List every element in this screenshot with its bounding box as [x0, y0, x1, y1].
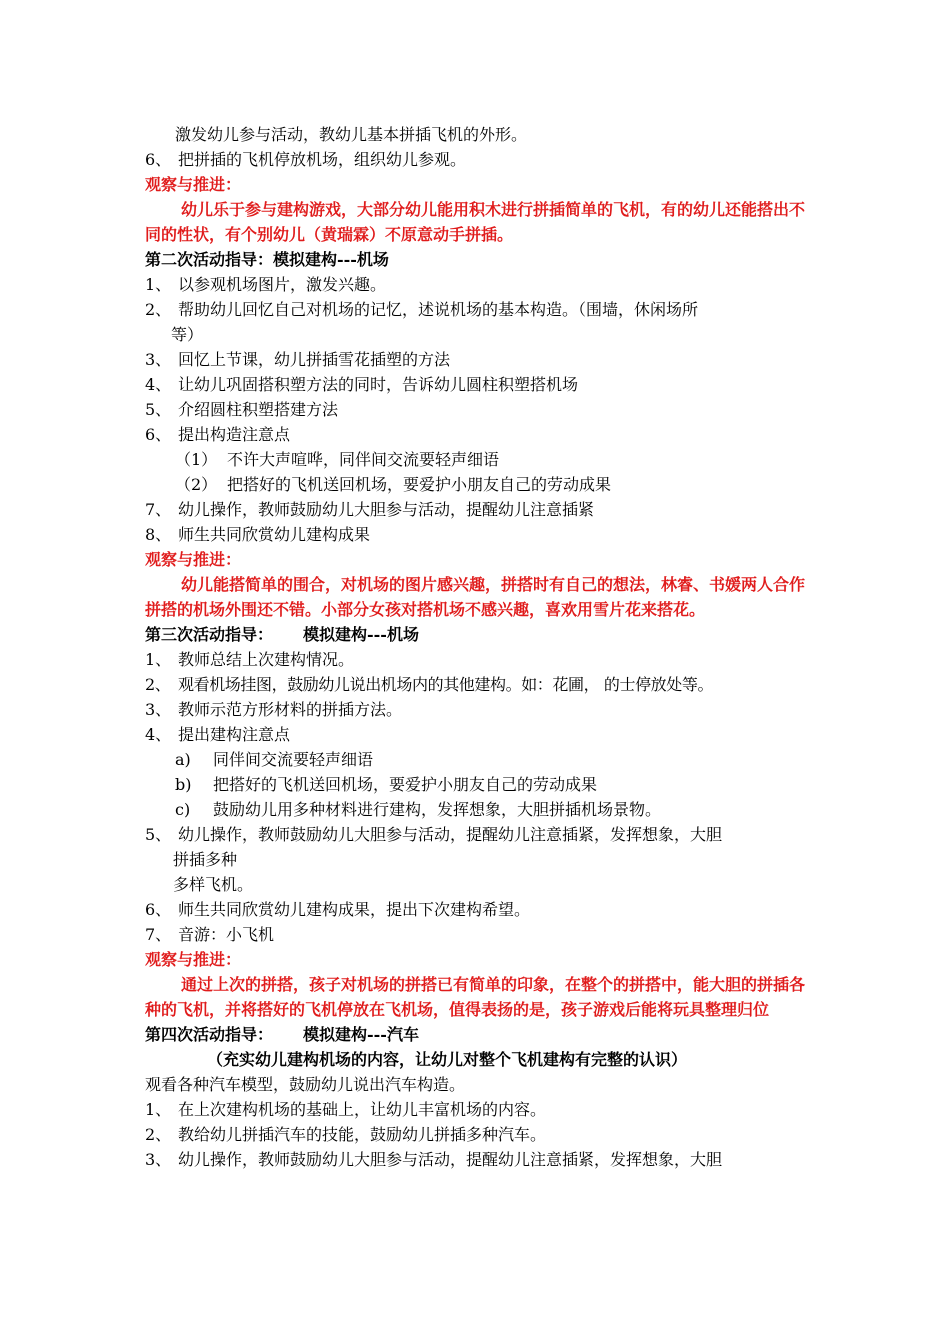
list-text: 教师示范方形材料的拼插方法。	[178, 700, 403, 719]
sub-list-text: 同伴间交流要轻声细语	[213, 750, 374, 769]
list-item	[145, 522, 815, 547]
section-heading	[145, 622, 815, 647]
list-number: 4、	[145, 375, 172, 394]
sub-list-marker: c)	[175, 800, 191, 819]
list-text: 等）	[171, 325, 204, 344]
observation-body: 通过上次的拼搭，孩子对机场的拼搭已有简单的印象，在整个的拼搭中，能大胆的拼插各种的飞机，并将搭好的飞机停放在飞机场，值得表扬的是，孩子游戏后能将玩具整理归位	[145, 975, 806, 1019]
sub-list-item	[145, 472, 815, 497]
observation-heading: 观察与推进：	[145, 550, 242, 569]
list-text: 音游：小飞机	[178, 925, 275, 944]
list-text: 幼儿操作，教师鼓励幼儿大胆参与活动，提醒幼儿注意插紧	[178, 500, 595, 519]
list-item	[145, 397, 815, 422]
list-item	[145, 497, 815, 522]
list-item	[145, 1147, 815, 1172]
document-page	[145, 122, 815, 1172]
list-text: 观看机场挂图，鼓励幼儿说出机场内的其他建构。如：花圃， 的士停放处等。	[178, 675, 714, 694]
list-number: 4、	[145, 725, 172, 744]
sub-list-item	[145, 447, 815, 472]
list-text: 教给幼儿拼插汽车的技能，鼓励幼儿拼插多种汽车。	[178, 1125, 547, 1144]
list-number: 3、	[145, 700, 172, 719]
list-number: 1、	[145, 650, 172, 669]
list-number: 1、	[145, 275, 172, 294]
observation-body: 幼儿能搭简单的围合，对机场的图片感兴趣，拼搭时有自己的想法，林睿、书媛两人合作拼搭的机场外围还不错。小部分女孩对搭机场不感兴趣，喜欢用雪片花来搭花。	[145, 575, 806, 619]
sub-list-marker: b)	[175, 775, 192, 794]
list-number: 5、	[145, 400, 172, 419]
list-text: 教师总结上次建构情况。	[178, 650, 355, 669]
list-text: 幼儿操作，教师鼓励幼儿大胆参与活动，提醒幼儿注意插紧，发挥想象，大胆	[178, 1150, 723, 1169]
sub-list-text: 不许大声喧哗，同伴间交流要轻声细语	[227, 450, 500, 469]
list-item	[145, 697, 815, 722]
list-item	[145, 272, 815, 297]
list-item	[145, 147, 815, 172]
list-item	[145, 822, 815, 847]
list-item	[145, 922, 815, 947]
sub-list-text: 鼓励幼儿用多种材料进行建构，发挥想象，大胆拼插机场景物。	[213, 800, 662, 819]
list-item	[145, 297, 815, 322]
list-number: 7、	[145, 500, 172, 519]
section-heading-label: 第三次活动指导：	[145, 625, 274, 644]
list-number: 2、	[145, 300, 172, 319]
text-line: 观看各种汽车模型，鼓励幼儿说出汽车构造。	[145, 1075, 466, 1094]
list-text: 师生共同欣赏幼儿建构成果，提出下次建构希望。	[178, 900, 531, 919]
observation-body: 幼儿乐于参与建构游戏，大部分幼儿能用积木进行拼插简单的飞机，有的幼儿还能搭出不同的性状，有个别幼儿（黄瑞霖）不原意动手拼插。	[145, 200, 806, 244]
list-number: 2、	[145, 1125, 172, 1144]
list-number: 6、	[145, 150, 172, 169]
list-number: 3、	[145, 1150, 172, 1169]
list-item	[145, 672, 815, 697]
list-text: 提出构造注意点	[178, 425, 291, 444]
list-number: 3、	[145, 350, 172, 369]
list-text: 回忆上节课，幼儿拼插雪花插塑的方法	[178, 350, 451, 369]
list-item	[145, 897, 815, 922]
list-item	[145, 372, 815, 397]
sub-list-text: 把搭好的飞机送回机场，要爱护小朋友自己的劳动成果	[213, 775, 598, 794]
list-text: 在上次建构机场的基础上，让幼儿丰富机场的内容。	[178, 1100, 547, 1119]
section-heading: 第二次活动指导：模拟建构---机场	[145, 250, 389, 269]
list-number: 6、	[145, 425, 172, 444]
text-line: 激发幼儿参与活动，教幼儿基本拼插飞机的外形。	[175, 125, 528, 144]
list-text: 提出建构注意点	[178, 725, 291, 744]
section-heading-topic: 模拟建构---汽车	[303, 1025, 419, 1044]
observation-heading: 观察与推进：	[145, 175, 242, 194]
list-item-continued: 多样飞机。	[173, 875, 254, 894]
sub-list-item	[145, 797, 815, 822]
list-text: 师生共同欣赏幼儿建构成果	[178, 525, 371, 544]
list-item-continued	[145, 322, 815, 347]
list-text: 幼儿操作，教师鼓励幼儿大胆参与活动，提醒幼儿注意插紧，发挥想象，大胆	[178, 825, 723, 844]
list-number: 5、	[145, 825, 172, 844]
list-number: 1、	[145, 1100, 172, 1119]
list-text: 以参观机场图片，激发兴趣。	[178, 275, 387, 294]
list-number: 7、	[145, 925, 172, 944]
sub-list-marker: a)	[175, 750, 191, 769]
section-heading-label: 第四次活动指导：	[145, 1025, 274, 1044]
list-item	[145, 422, 815, 447]
list-text: 把拼插的飞机停放机场，组织幼儿参观。	[178, 150, 467, 169]
list-text: 让幼儿巩固搭积塑方法的同时，告诉幼儿圆柱积塑搭机场	[178, 375, 579, 394]
list-number: 2、	[145, 675, 171, 694]
observation-heading: 观察与推进：	[145, 950, 242, 969]
list-number: 8、	[145, 525, 172, 544]
list-item	[145, 1122, 815, 1147]
sub-list-text: 把搭好的飞机送回机场，要爱护小朋友自己的劳动成果	[227, 475, 612, 494]
sub-list-marker: （2）	[175, 475, 218, 494]
sub-list-item	[145, 747, 815, 772]
list-text: 介绍圆柱积塑搭建方法	[178, 400, 339, 419]
list-item	[145, 1097, 815, 1122]
sub-list-marker: （1）	[175, 450, 218, 469]
list-item	[145, 647, 815, 672]
list-item-continued: 拼插多种	[173, 850, 238, 869]
section-heading-topic: 模拟建构---机场	[303, 625, 419, 644]
list-item	[145, 722, 815, 747]
section-heading	[145, 1022, 815, 1047]
sub-list-item	[145, 772, 815, 797]
section-subheading: （充实幼儿建构机场的内容，让幼儿对整个飞机建构有完整的认识）	[207, 1050, 688, 1069]
list-item	[145, 347, 815, 372]
list-number: 6、	[145, 900, 172, 919]
list-text: 帮助幼儿回忆自己对机场的记忆，述说机场的基本构造。（围墙，休闲场所	[178, 300, 699, 319]
